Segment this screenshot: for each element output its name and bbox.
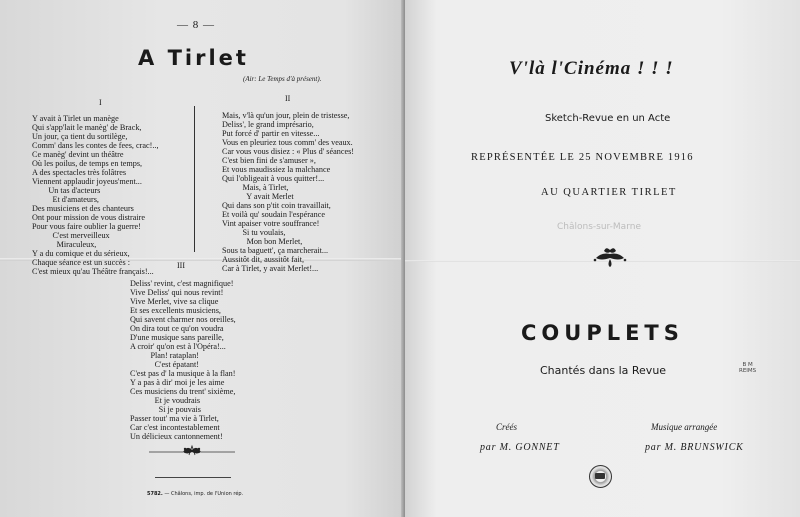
stanza-label-2: II — [285, 94, 291, 103]
venue: AU QUARTIER TIRLET — [541, 187, 677, 198]
library-stamp — [739, 362, 756, 374]
stanza-3-text: Deliss' revint, c'est magnifique! Vive Deliss' qui nous revint! Vive Merlet, vive sa clique Et ses excellents musiciens, Qui savent charmer nos oreilles, On dira tout ce qu'on voudra D'une musique sans pareille, A croir' qu'on est à l'Opéra!... Plan! rataplan! C'est épatant! C'est pas d' la musique à la flan! Y a pas à dir' moi je les aime Ces musiciens du trent' sixième, Et je voudrais Si je pouvais Passer tout' ma vie à Tirlet, Car c'est incontestablement Un délicieux cantonnement! — [130, 279, 236, 441]
stanza-label-3: III — [177, 261, 185, 270]
right-page — [405, 0, 800, 517]
library-stamp-text: B M REIMS — [739, 362, 757, 374]
printer-imprint — [147, 491, 243, 497]
page-number: — 8 — — [177, 19, 215, 31]
floral-vignette-icon — [147, 443, 237, 457]
revue-title: V'là l'Cinéma ! ! ! — [509, 58, 674, 79]
crees-label: Créés — [496, 422, 517, 432]
stanza-label-1: I — [99, 98, 102, 107]
seal-center — [595, 473, 605, 479]
song-title: A Tirlet — [138, 46, 249, 70]
printer-text: — Châlons, imp. de l'Union rép. — [164, 491, 244, 497]
couplets-heading: COUPLETS — [521, 321, 684, 345]
performance-date: REPRÉSENTÉE LE 25 NOVEMBRE 1916 — [471, 152, 694, 163]
air-note: (Air: Le Temps d'à présent). — [243, 75, 322, 83]
credit-gonnet: par M. GONNET — [480, 442, 560, 453]
footer-rule — [155, 477, 231, 478]
printer-number: 5782. — [147, 491, 163, 497]
musique-label: Musique arrangée — [651, 422, 718, 432]
library-seal-icon — [589, 465, 612, 488]
column-divider — [194, 106, 195, 252]
stanza-2-text: Mais, v'là qu'un jour, plein de tristesse, Deliss', le grand imprésario, Put forcé d' partir en vitesse... Vous en pleuriez tous comm' des veaux. Car vous vous disiez : « Plus d' séances! C'est bien fini de s'amuser », Et vous maudissiez la malchance Qui l'obligeait à vous quitter!... Mais, à Tirlet, Y avait Merlet Qui dans son p'tit coin travaillait, Et voilà qu' soudain l'espérance Vint apaiser votre souffrance! Si tu voulais, Mon bon Merlet, Sous ta baguett', ça marcherait... Aussitôt dit, aussitôt fait, Car à Tirlet, y avait Merlet!... — [222, 111, 355, 273]
faded-stamp: Châlons-sur-Marne — [557, 222, 641, 232]
floral-fleuron-icon — [592, 246, 628, 268]
revue-subtitle: Sketch-Revue en un Acte — [545, 113, 671, 124]
chantes-subheading: Chantés dans la Revue — [540, 364, 667, 377]
credit-brunswick: par M. BRUNSWICK — [645, 442, 744, 453]
stanza-1-text: Y avait à Tirlet un manège Qui s'app'lait le manèg' de Brack, Un jour, ça tient du sortilège, Comm' dans les contes de fees, crac!.., Ce manèg' devint un théâtre Où les poilus, de temps en temps, A des spectacles très folâtres Viennent applaudir joyeus'ment... Un tas d'acteurs Et d'amateurs, Des musiciens et des chanteurs Ont pour mission de vous distraire Pour vous faire oublier la guerre! C'est merveilleux Miraculeux, Y a du comique et du sérieux, Chaque séance est un succès : C'est mieux qu'au Théâtre français!... — [32, 114, 159, 276]
